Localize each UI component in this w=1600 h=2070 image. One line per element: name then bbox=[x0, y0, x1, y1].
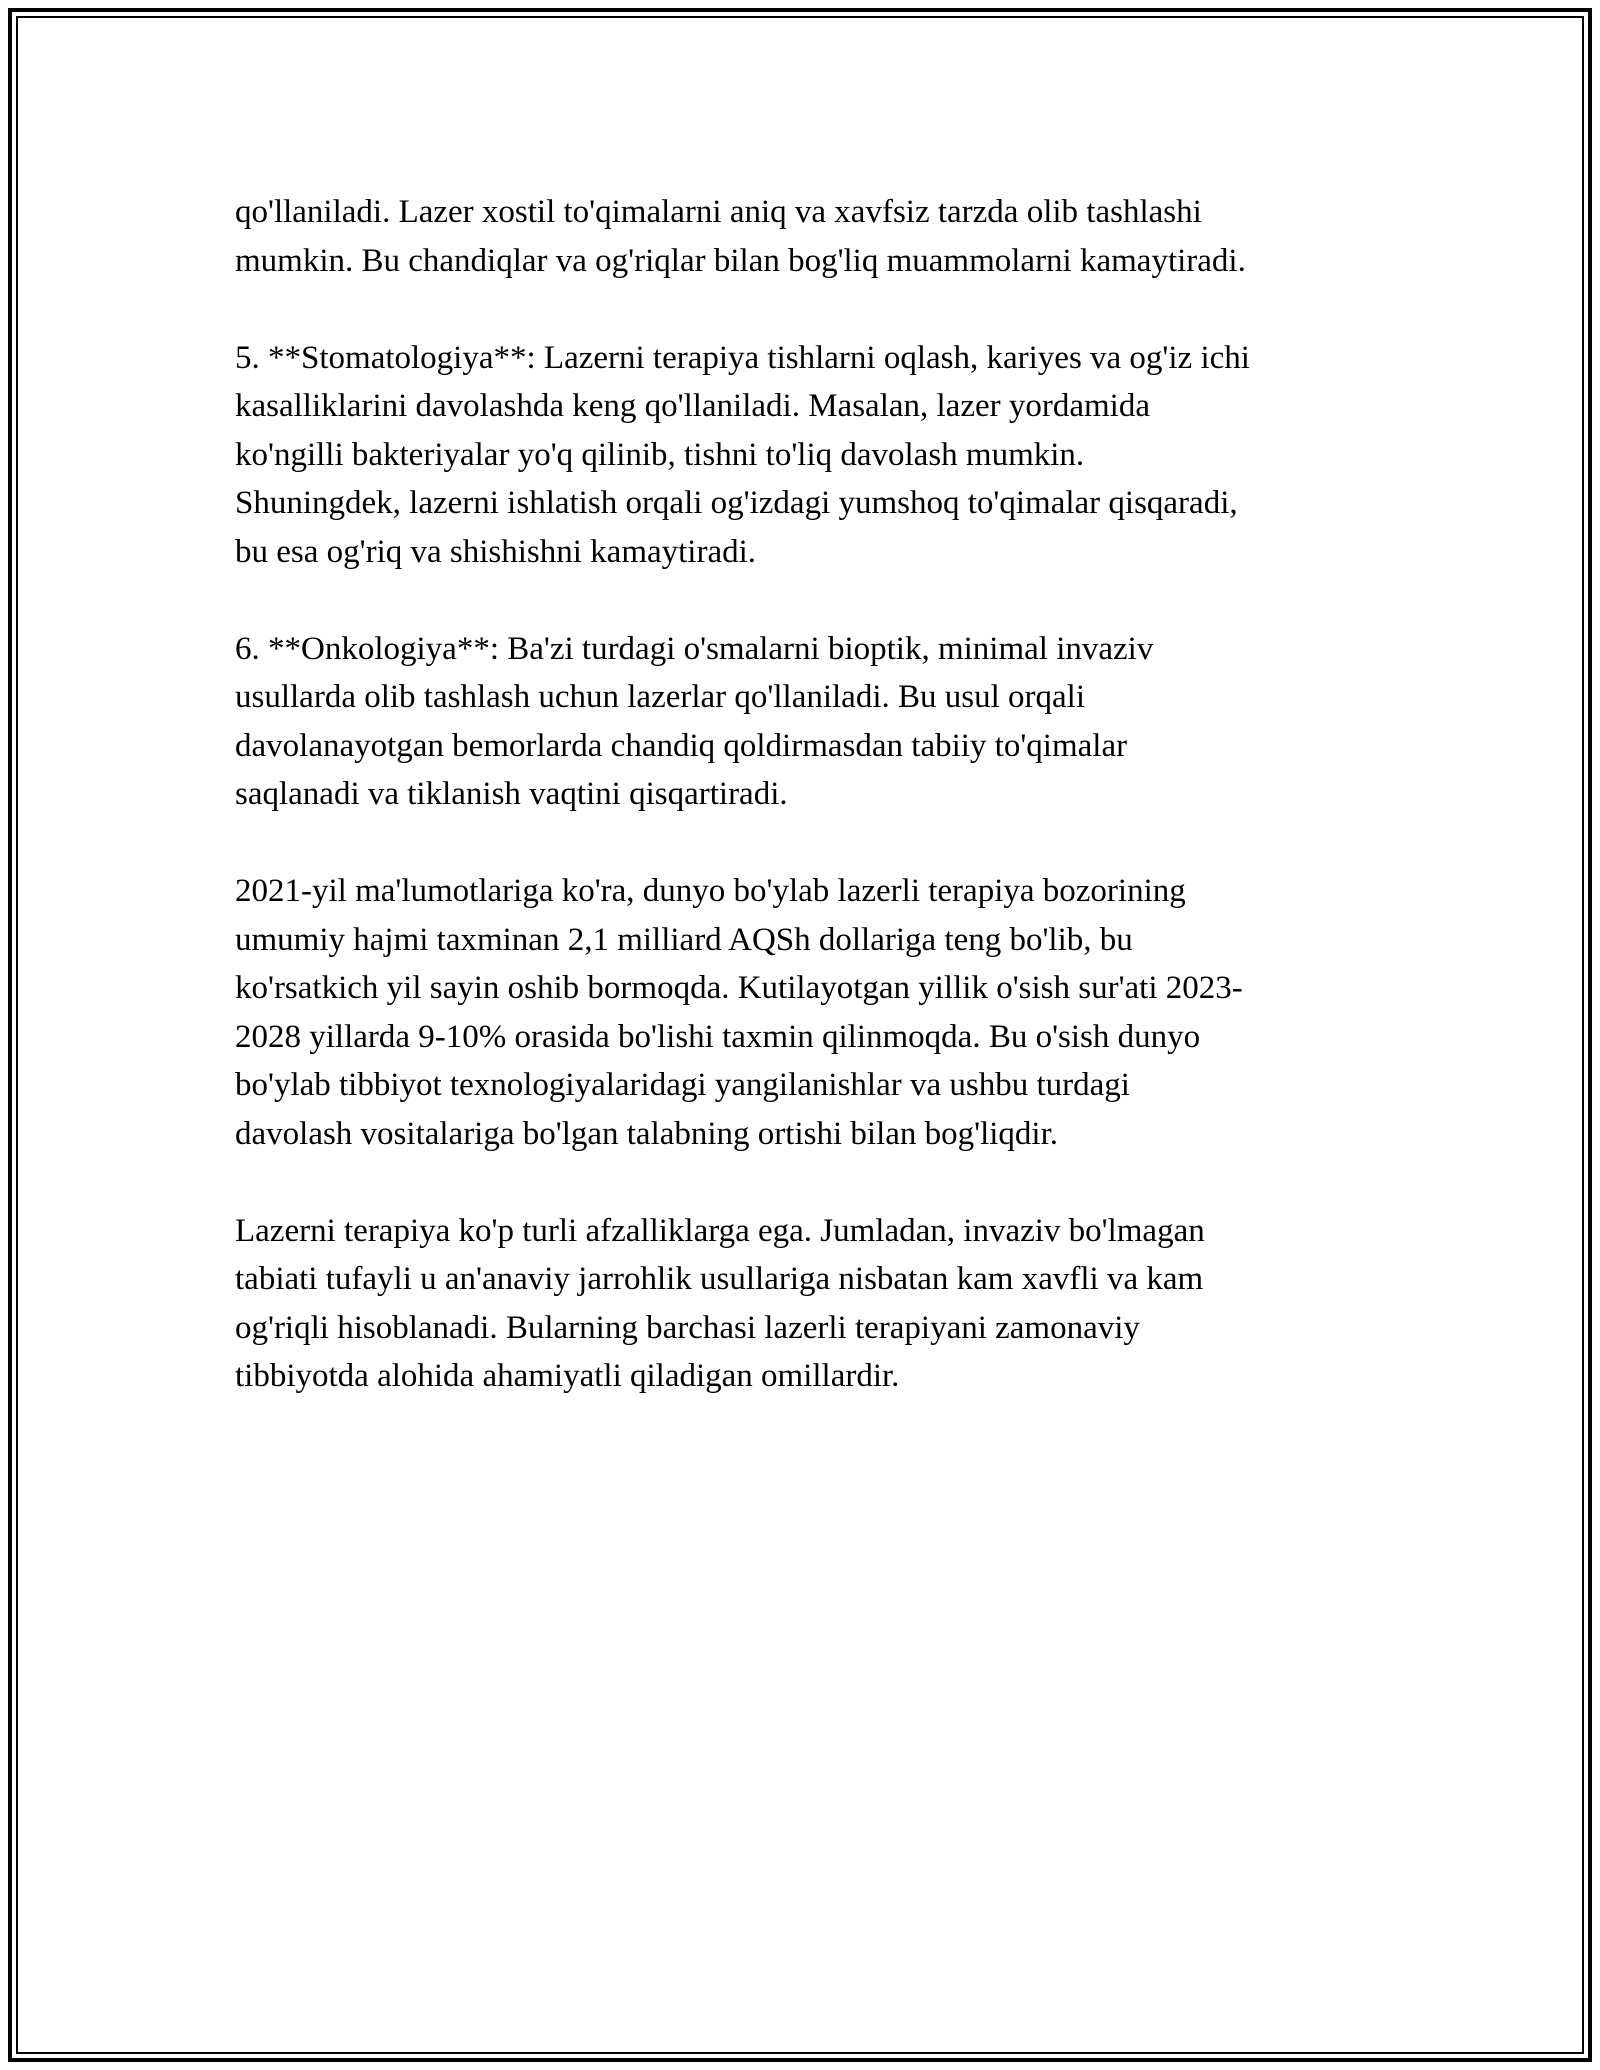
text-line: Lazerni terapiya ko'p turli afzalliklarga ega. Jumladan, invaziv bo'lmagan bbox=[235, 1212, 1205, 1249]
text-line: saqlanadi va tiklanish vaqtini qisqartiradi. bbox=[235, 776, 788, 812]
text-line: bu esa og'riq va shishishni kamaytiradi. bbox=[235, 533, 757, 570]
text-line: tabiati tufayli u an'anaviy jarrohlik usullariga nisbatan kam xavfli va kam bbox=[235, 1261, 1204, 1297]
paragraph-dermatology-continuation bbox=[235, 188, 1370, 285]
text-line: davolanayotgan bemorlarda chandiq qoldirmasdan tabiiy to'qimalar bbox=[235, 727, 1128, 764]
paragraph-stomatology bbox=[235, 334, 1370, 577]
text-line: 5. **Stomatologiya**: Lazerni terapiya tishlarni oqlash, kariyes va og'iz ichi bbox=[235, 339, 1250, 376]
text-line: qo'llaniladi. Lazer xostil to'qimalarni aniq va xavfsiz tarzda olib tashlashi bbox=[235, 194, 1202, 230]
text-line: 6. **Onkologiya**: Ba'zi turdagi o'smalarni bioptik, minimal invaziv bbox=[235, 630, 1154, 667]
text-line: 2021-yil ma'lumotlariga ko'ra, dunyo bo'ylab lazerli terapiya bozorining bbox=[235, 873, 1186, 909]
text-line: usullarda olib tashlash uchun lazerlar qo'llaniladi. Bu usul orqali bbox=[235, 679, 1085, 715]
paragraph-market-data bbox=[235, 867, 1370, 1158]
text-line: mumkin. Bu chandiqlar va og'riqlar bilan bog'liq muammolarni kamaytiradi. bbox=[235, 242, 1246, 279]
paragraph-advantages bbox=[235, 1207, 1370, 1401]
text-line: tibbiyotda alohida ahamiyatli qiladigan omillardir. bbox=[235, 1358, 900, 1394]
text-line: davolash vositalariga bo'lgan talabning ortishi bilan bog'liqdir. bbox=[235, 1115, 1059, 1152]
text-line: bo'ylab tibbiyot texnologiyalaridagi yangilanishlar va ushbu turdagi bbox=[235, 1067, 1130, 1103]
text-line: Shuningdek, lazerni ishlatish orqali og'izdagi yumshoq to'qimalar qisqaradi, bbox=[235, 485, 1238, 521]
text-line: ko'rsatkich yil sayin oshib bormoqda. Kutilayotgan yillik o'sish sur'ati 2023- bbox=[235, 970, 1243, 1006]
text-line: 2028 yillarda 9-10% orasida bo'lishi taxmin qilinmoqda. Bu o'sish dunyo bbox=[235, 1018, 1201, 1055]
text-line: kasalliklarini davolashda keng qo'llaniladi. Masalan, lazer yordamida bbox=[235, 388, 1150, 424]
text-line: ko'ngilli bakteriyalar yo'q qilinib, tishni to'liq davolash mumkin. bbox=[235, 436, 1085, 473]
paragraph-oncology bbox=[235, 625, 1370, 819]
text-line: og'riqli hisoblanadi. Bularning barchasi lazerli terapiyani zamonaviy bbox=[235, 1309, 1140, 1346]
text-line: umumiy hajmi taxminan 2,1 milliard AQSh dollariga teng bo'lib, bu bbox=[235, 921, 1133, 958]
document-body bbox=[235, 188, 1370, 1449]
